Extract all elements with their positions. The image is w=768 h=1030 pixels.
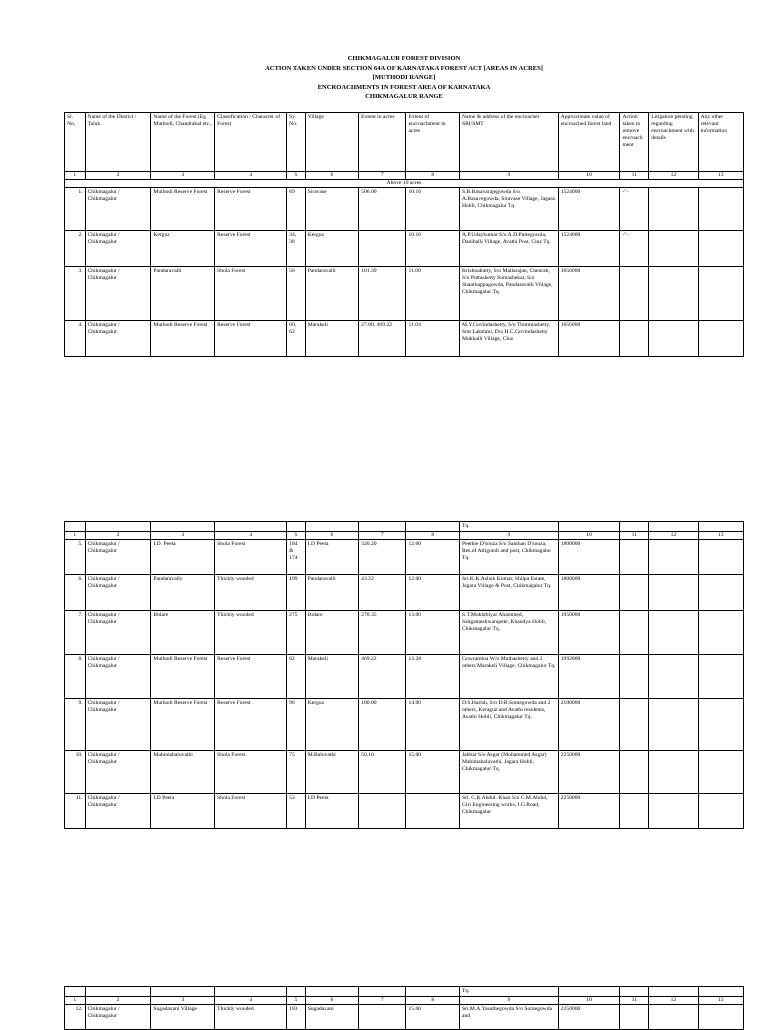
column-number: 3	[151, 532, 215, 540]
cell-encroach: 12.00	[406, 540, 459, 575]
column-number: 9	[459, 532, 558, 540]
cell-classification: Shola Forest	[215, 751, 287, 794]
column-number: 10	[558, 997, 620, 1005]
column-number: 8	[406, 172, 459, 180]
cell-district: Chikmagalur / Chikmagalur	[85, 794, 151, 829]
column-header: Classification / Character of Forest	[215, 113, 287, 172]
table-row	[65, 751, 744, 794]
cell-extent	[359, 1005, 406, 1030]
cell-syno: 53	[287, 794, 306, 829]
report-title: ENCROACHMENTS IN FOREST AREA OF KARNATAKA	[317, 83, 491, 91]
column-number: 4	[215, 532, 287, 540]
cell-other	[698, 794, 743, 829]
column-number: 1	[65, 532, 86, 540]
cell-village: Kerguz	[305, 231, 358, 267]
column-number: 3	[151, 997, 215, 1005]
cell-syno: 96	[287, 699, 306, 751]
empty-cell	[305, 987, 358, 997]
table-row	[65, 321, 744, 357]
cell-name: S.B.Basavarajegowda S/o A.Basavegowda, Siravase Village, Jagara Hobli, Chikmagalur Tq.	[459, 188, 558, 231]
division-title: CHIKMAGALUR FOREST DIVISION	[347, 55, 461, 62]
column-header: Litigation pending regarding encroachment with details	[649, 113, 698, 172]
empty-cell	[620, 987, 649, 997]
continuation-row	[65, 522, 744, 532]
cell-sl: 8.	[65, 655, 86, 699]
empty-cell	[649, 987, 698, 997]
cell-district: Chikmagalur / Chikmagalur	[85, 540, 151, 575]
column-number: 12	[649, 997, 698, 1005]
cell-action	[620, 611, 649, 655]
cell-name: Sri. C.R.Abdul. Khan S/o C.M.Abdul, Giri Engineering works, I.G.Road, Chikmagalur	[459, 794, 558, 829]
table-row	[65, 540, 744, 575]
cell-syno: 275	[287, 611, 306, 655]
cell-litigation	[649, 267, 698, 321]
cell-district: Chikmagalur / Chikmagalur	[85, 699, 151, 751]
cell-value: 2100000	[558, 699, 620, 751]
cell-village: Kerguz	[305, 699, 358, 751]
cell-district: Chikmagalur / Chikmagalur	[85, 751, 151, 794]
cell-other	[698, 699, 743, 751]
empty-cell	[85, 522, 151, 532]
range-subtitle: [MUTHODI RANGE]	[372, 74, 436, 82]
cell-litigation	[649, 751, 698, 794]
cell-syno: 199	[287, 575, 306, 611]
encroachment-table-page-3	[64, 986, 744, 1030]
cell-action: -"-	[620, 188, 649, 231]
cell-syno: 75	[287, 751, 306, 794]
cell-extent: 100.00	[359, 699, 406, 751]
cell-district: Chikmagalur / Chikmagalur	[85, 188, 151, 231]
cell-extent: 101.39	[359, 267, 406, 321]
column-number: 3	[151, 172, 215, 180]
table-row	[65, 188, 744, 231]
cell-action	[620, 655, 649, 699]
cell-encroach: 12.00	[406, 575, 459, 611]
cell-sl: 10.	[65, 751, 86, 794]
cell-extent: 270.35	[359, 611, 406, 655]
cell-syno: 60, 62	[287, 321, 306, 357]
column-header: Village	[305, 113, 358, 172]
cell-name: Sri.K.K.Ashok Kumar, Shilpa Estate, Jagara Village & Post, Chikmagalur Tq.	[459, 575, 558, 611]
cell-village: Pandaravalli	[305, 267, 358, 321]
column-number: 1	[65, 172, 86, 180]
cell-name: Krishnakutty, S/o Mallarajan, Chenrah, S/o Puttashetty Somashekar, S/o Shanthappagowda, Pandaravalli Village, Chikmagalur Tq.	[459, 267, 558, 321]
cell-encroach: 11.00	[406, 267, 459, 321]
encroachment-table-page-2	[64, 521, 744, 829]
column-header: Sy. No.	[287, 113, 306, 172]
cell-syno: 62	[287, 655, 306, 699]
cell-classification: Thickly wooded	[215, 611, 287, 655]
cell-syno: 34, 38	[287, 231, 306, 267]
empty-cell	[65, 522, 86, 532]
cell-other	[698, 1005, 743, 1030]
cell-extent	[359, 794, 406, 829]
column-number: 10	[558, 172, 620, 180]
column-number: 12	[649, 532, 698, 540]
continuation-row	[65, 987, 744, 997]
cell-action	[620, 321, 649, 357]
column-number: 1	[65, 997, 86, 1005]
cell-syno: 184 & 174	[287, 540, 306, 575]
column-header: Sl. No.	[65, 113, 86, 172]
table-row	[65, 794, 744, 829]
cell-name: Peethie D'souza S/o Santhan D'souza, Res.of Attigundi and post, Chikmagalur Tq.	[459, 540, 558, 575]
column-number: 5	[287, 172, 306, 180]
cell-sl: 2.	[65, 231, 86, 267]
cell-classification: Reserve Forest	[215, 699, 287, 751]
cell-village: M.Baluvathi	[305, 751, 358, 794]
cell-extent	[359, 231, 406, 267]
cell-other	[698, 540, 743, 575]
cell-sl: 12.	[65, 1005, 86, 1030]
cell-action	[620, 1005, 649, 1030]
cell-classification: Shola Forest	[215, 267, 287, 321]
cell-classification: Thickly wooded	[215, 575, 287, 611]
cell-name: Jabbar S/o Asgar (Mohammed Asgar) Mahimabaluvathi, Jagara Hobli, Chikmagalur Tq.	[459, 751, 558, 794]
document-header	[64, 54, 744, 102]
cell-action	[620, 575, 649, 611]
cell-encroach: 11.04	[406, 321, 459, 357]
section-row	[65, 180, 744, 188]
cell-litigation	[649, 231, 698, 267]
table-row	[65, 655, 744, 699]
cell-forest: Muthodi Reserve Forest	[151, 655, 215, 699]
column-number: 8	[406, 532, 459, 540]
column-number: 13	[698, 532, 743, 540]
column-header: Name & address of the encroacher SRI/SMT	[459, 113, 558, 172]
column-number-row	[65, 997, 744, 1005]
cell-classification: Shola Forest	[215, 540, 287, 575]
cell-forest: Pandaravally	[151, 575, 215, 611]
column-number: 11	[620, 997, 649, 1005]
cell-extent: 43.22	[359, 575, 406, 611]
cell-extent: 506.00	[359, 188, 406, 231]
cell-other	[698, 267, 743, 321]
empty-cell	[620, 522, 649, 532]
cell-extent: 469.22	[359, 655, 406, 699]
cell-action	[620, 267, 649, 321]
cell-litigation	[649, 575, 698, 611]
cell-litigation	[649, 321, 698, 357]
cell-encroach: 10.16	[406, 231, 459, 267]
column-number: 4	[215, 997, 287, 1005]
cell-litigation	[649, 188, 698, 231]
empty-cell	[558, 987, 620, 997]
column-number: 5	[287, 997, 306, 1005]
column-number: 2	[85, 532, 151, 540]
cell-encroach: 13.28	[406, 655, 459, 699]
cell-litigation	[649, 699, 698, 751]
column-number: 6	[305, 997, 358, 1005]
cell-value: 1992000	[558, 655, 620, 699]
empty-cell	[215, 522, 287, 532]
cell-action	[620, 751, 649, 794]
empty-cell	[359, 522, 406, 532]
cell-forest: I.D. Peeta	[151, 540, 215, 575]
cell-forest: Muthodi Reserve Forest	[151, 188, 215, 231]
cell-village: Pandaravalli	[305, 575, 358, 611]
cell-district: Chikmagalur / Chikmagalur	[85, 267, 151, 321]
cell-encroach: 10.16	[406, 188, 459, 231]
table-row	[65, 699, 744, 751]
column-number: 4	[215, 172, 287, 180]
cell-forest: Bidare	[151, 611, 215, 655]
cell-name: S.T.Mukhthiyar Ahammed, Sangameshwarapete, Khandya Hobli, Chikmagalur Tq.	[459, 611, 558, 655]
cell-value: 1524000	[558, 231, 620, 267]
column-header: Name of the District / Taluk	[85, 113, 151, 172]
cell-other	[698, 611, 743, 655]
cell-sl: 6.	[65, 575, 86, 611]
column-number: 9	[459, 172, 558, 180]
cell-other	[698, 655, 743, 699]
cell-value: 1656000	[558, 321, 620, 357]
cell-name: D.S.Harish. S/o D.R.Somegowda and 2 others, Keraguz and Avathi residents, Avathi Hobli, Chikmagalur Tq.	[459, 699, 558, 751]
column-number: 6	[305, 532, 358, 540]
empty-cell	[85, 987, 151, 997]
encroachment-table-page-1	[64, 112, 744, 357]
column-header: Extent of encroachment in acres	[406, 113, 459, 172]
cell-encroach	[406, 794, 459, 829]
table-row	[65, 611, 744, 655]
column-number: 9	[459, 997, 558, 1005]
cell-forest: Pandaravalli	[151, 267, 215, 321]
cell-name: Gowramma W/o Muthashetty and 2 others Marakeli Village, Chikmagalur Tq.	[459, 655, 558, 699]
cell-value: 1800000	[558, 540, 620, 575]
cell-forest: Muthodi Reserve Forest	[151, 321, 215, 357]
continuation-cell: Tq.	[459, 522, 558, 532]
column-number: 10	[558, 532, 620, 540]
column-number: 13	[698, 997, 743, 1005]
cell-syno: 56	[287, 267, 306, 321]
column-number: 6	[305, 172, 358, 180]
cell-village: Marakeli	[305, 655, 358, 699]
cell-other	[698, 575, 743, 611]
column-header: Extent in acres	[359, 113, 406, 172]
empty-cell	[305, 522, 358, 532]
cell-value: 1950000	[558, 611, 620, 655]
cell-classification: Reserve Forest	[215, 321, 287, 357]
column-number: 7	[359, 172, 406, 180]
cell-value: 2250000	[558, 1005, 620, 1030]
cell-syno: 89	[287, 188, 306, 231]
cell-litigation	[649, 540, 698, 575]
cell-name: M.Y.Govindashetty, S/o Thimmashetty, Smt Lakshmi, D/o H.C.Govindashetty Mukkalli Village, Cluz	[459, 321, 558, 357]
cell-village: I.D Peeta	[305, 540, 358, 575]
cell-village: Marakeli	[305, 321, 358, 357]
cell-litigation	[649, 655, 698, 699]
empty-cell	[65, 987, 86, 997]
column-number: 11	[620, 172, 649, 180]
empty-cell	[359, 987, 406, 997]
cell-encroach: 15.00	[406, 751, 459, 794]
cell-forest: I.D Peeta	[151, 794, 215, 829]
empty-cell	[287, 522, 306, 532]
cell-sl: 7.	[65, 611, 86, 655]
column-header: Any other relevant information	[698, 113, 743, 172]
cell-other	[698, 188, 743, 231]
cell-district: Chikmagalur / Chikmagalur	[85, 611, 151, 655]
cell-encroach: 14.00	[406, 699, 459, 751]
cell-action	[620, 794, 649, 829]
empty-cell	[287, 987, 306, 997]
empty-cell	[649, 522, 698, 532]
cell-sl: 4.	[65, 321, 86, 357]
cell-name: A.P.Udaykumar S/o A.D.Puttegowda, Danihalli Village, Avathi Post, Cluz Tq.	[459, 231, 558, 267]
cell-sl: 1.	[65, 188, 86, 231]
cell-village: I.D Peeta	[305, 794, 358, 829]
cell-value: 2250000	[558, 794, 620, 829]
cell-village: Bidare	[305, 611, 358, 655]
table-row	[65, 1005, 744, 1030]
table-row	[65, 231, 744, 267]
cell-other	[698, 321, 743, 357]
column-number: 8	[406, 997, 459, 1005]
column-number: 11	[620, 532, 649, 540]
column-number: 13	[698, 172, 743, 180]
column-header: Action taken to remove encroachment	[620, 113, 649, 172]
column-number-row	[65, 172, 744, 180]
cell-village: Sugadavani	[305, 1005, 358, 1030]
cell-other	[698, 231, 743, 267]
empty-cell	[406, 522, 459, 532]
cell-forest: Mahimabaluvathi	[151, 751, 215, 794]
cell-extent: 320.20	[359, 540, 406, 575]
cell-value: 2250000	[558, 751, 620, 794]
column-header: Approximate value of encroached forest land	[558, 113, 620, 172]
cell-sl: 5.	[65, 540, 86, 575]
table-row	[65, 575, 744, 611]
cell-value: 1656000	[558, 267, 620, 321]
cell-sl: 11.	[65, 794, 86, 829]
cell-value: 1800000	[558, 575, 620, 611]
cell-sl: 3.	[65, 267, 86, 321]
cell-classification: Shola Forest	[215, 794, 287, 829]
cell-forest: Sugadavani Village	[151, 1005, 215, 1030]
empty-cell	[151, 522, 215, 532]
column-header: Name of the Forest (Eg. Muthodi, Chandrakal etc.,	[151, 113, 215, 172]
empty-cell	[151, 987, 215, 997]
column-number: 7	[359, 997, 406, 1005]
cell-forest: Kerguz	[151, 231, 215, 267]
cell-litigation	[649, 611, 698, 655]
cell-litigation	[649, 794, 698, 829]
cell-classification: Reserve Forest	[215, 231, 287, 267]
cell-district: Chikmagalur / Chikmagalur	[85, 1005, 151, 1030]
cell-name: Sri.M.A.Yasathegowda S/o Somegowda and	[459, 1005, 558, 1030]
cell-action: -"-	[620, 231, 649, 267]
empty-cell	[698, 522, 743, 532]
cell-encroach: 13.00	[406, 611, 459, 655]
cell-encroach: 15.00	[406, 1005, 459, 1030]
range-title: CHIKMAGALUR RANGE	[365, 93, 443, 101]
cell-classification: Reserve Forest	[215, 655, 287, 699]
cell-forest: Muthodi Reserve Forest	[151, 699, 215, 751]
cell-value: 1524000	[558, 188, 620, 231]
empty-cell	[698, 987, 743, 997]
cell-district: Chikmagalur / Chikmagalur	[85, 321, 151, 357]
cell-classification: Reserve Forest	[215, 188, 287, 231]
cell-district: Chikmagalur / Chikmagalur	[85, 231, 151, 267]
column-number: 7	[359, 532, 406, 540]
column-number: 2	[85, 172, 151, 180]
cell-district: Chikmagalur / Chikmagalur	[85, 575, 151, 611]
empty-cell	[558, 522, 620, 532]
cell-syno: 183	[287, 1005, 306, 1030]
cell-classification: Thickly wooded	[215, 1005, 287, 1030]
table-row	[65, 267, 744, 321]
empty-cell	[215, 987, 287, 997]
cell-village: Siravase	[305, 188, 358, 231]
column-number-row	[65, 532, 744, 540]
cell-litigation	[649, 1005, 698, 1030]
cell-extent: 27.00, 469.22	[359, 321, 406, 357]
cell-action	[620, 540, 649, 575]
cell-district: Chikmagalur / Chikmagalur	[85, 655, 151, 699]
cell-other	[698, 751, 743, 794]
continuation-cell: Tq.	[459, 987, 558, 997]
empty-cell	[406, 987, 459, 997]
column-number: 5	[287, 532, 306, 540]
column-header-row	[65, 113, 744, 172]
act-title: ACTION TAKEN UNDER SECTION 64A OF KARNATAKA FOREST ACT [AREAS IN ACRES]	[264, 64, 544, 72]
section-label: Above 10 acres	[65, 180, 744, 188]
cell-extent: 50.10	[359, 751, 406, 794]
column-number: 12	[649, 172, 698, 180]
column-number: 2	[85, 997, 151, 1005]
cell-action	[620, 699, 649, 751]
cell-sl: 9.	[65, 699, 86, 751]
